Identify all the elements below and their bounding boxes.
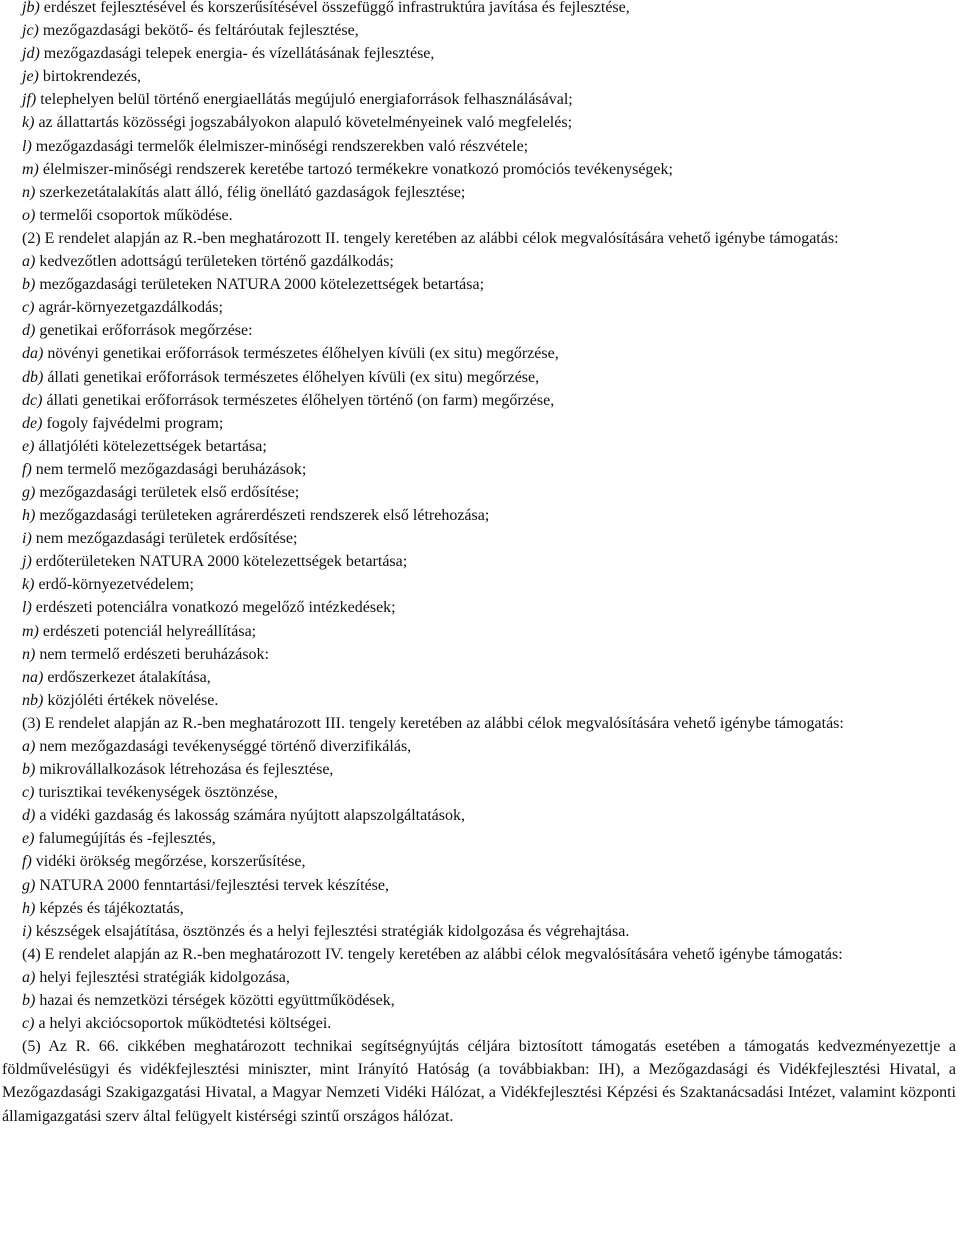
item-key: a) bbox=[22, 738, 36, 755]
list-item bbox=[2, 989, 956, 1012]
list-item bbox=[2, 827, 956, 850]
item-text: mezőgazdasági területeken NATURA 2000 kötelezettségek betartása; bbox=[35, 276, 485, 294]
item-key: jd) bbox=[22, 45, 40, 63]
item-text: erdőterületeken NATURA 2000 kötelezettségek betartása; bbox=[31, 553, 408, 571]
list-item bbox=[2, 897, 956, 920]
item-text: mezőgazdasági területeken agrárerdészeti rendszerek első létrehozása; bbox=[35, 507, 490, 525]
paragraph-4: (4) E rendelet alapján az R.-ben meghatározott IV. tengely keretében az alábbi célok megvalósítására vehető igénybe támogatás: bbox=[22, 945, 843, 963]
list-item bbox=[2, 319, 956, 342]
item-key: a) bbox=[22, 968, 36, 986]
list-item bbox=[2, 874, 956, 897]
list-item bbox=[2, 88, 956, 111]
list-item bbox=[2, 458, 956, 481]
list-item bbox=[2, 804, 956, 827]
item-key: i) bbox=[22, 530, 32, 548]
item-text: növényi genetikai erőforrások természetes élőhelyen kívüli (ex situ) megőrzése, bbox=[43, 345, 559, 363]
item-key: d) bbox=[22, 807, 36, 825]
item-key: i) bbox=[22, 922, 32, 940]
item-key: f) bbox=[22, 460, 32, 478]
list-item bbox=[2, 666, 956, 689]
item-key: k) bbox=[22, 114, 35, 132]
item-key: b) bbox=[22, 761, 36, 779]
item-text: NATURA 2000 fenntartási/fejlesztési tervek készítése, bbox=[35, 876, 389, 894]
item-key: n) bbox=[22, 645, 36, 663]
item-text: képzés és tájékoztatás, bbox=[35, 899, 184, 917]
item-text: az állattartás közösségi jogszabályokon alapuló követelményeinek való megfelelés; bbox=[34, 114, 573, 132]
item-text: fogoly fajvédelmi program; bbox=[42, 414, 224, 432]
list-item bbox=[2, 758, 956, 781]
item-text: erdőszerkezet átalakítása, bbox=[43, 668, 211, 686]
list-item bbox=[2, 550, 956, 573]
item-key: d) bbox=[22, 322, 36, 340]
item-text: a vidéki gazdaság és lakosság számára nyújtott alapszolgáltatások, bbox=[35, 807, 465, 825]
item-key: jc) bbox=[22, 22, 39, 40]
list-section-1 bbox=[2, 0, 956, 227]
item-text: állatjóléti kötelezettségek betartása; bbox=[34, 437, 267, 455]
list-section-2 bbox=[2, 250, 956, 712]
item-text: nem mezőgazdasági területek erdősítése; bbox=[31, 530, 298, 548]
item-text: vidéki örökség megőrzése, korszerűsítése, bbox=[31, 853, 306, 871]
list-item bbox=[2, 204, 956, 227]
item-key: a) bbox=[22, 253, 36, 271]
list-item bbox=[2, 111, 956, 134]
item-text: birtokrendezés, bbox=[38, 68, 142, 86]
list-item bbox=[2, 273, 956, 296]
item-text: mezőgazdasági bekötő- és feltáróutak fejlesztése, bbox=[38, 22, 359, 40]
item-text: agrár-környezetgazdálkodás; bbox=[34, 299, 223, 317]
item-text: hazai és nemzetközi térségek közötti együttműködések, bbox=[35, 992, 395, 1010]
item-key: j) bbox=[22, 553, 32, 571]
item-key: c) bbox=[22, 299, 35, 317]
list-item bbox=[2, 181, 956, 204]
item-text: állati genetikai erőforrások természetes élőhelyen történő (on farm) megőrzése, bbox=[42, 391, 555, 409]
item-key: b) bbox=[22, 276, 36, 294]
item-text: készségek elsajátítása, ösztönzés és a helyi fejlesztési stratégiák kidolgozása és végrehajtása. bbox=[31, 922, 630, 940]
list-item bbox=[2, 596, 956, 619]
list-item bbox=[2, 158, 956, 181]
list-item bbox=[2, 620, 956, 643]
item-text: nem termelő erdészeti beruházások: bbox=[35, 645, 269, 663]
item-text: mezőgazdasági telepek energia- és vízellátásának fejlesztése, bbox=[39, 45, 435, 63]
paragraph-3: (3) E rendelet alapján az R.-ben meghatározott III. tengely keretében az alábbi célok megvalósítására vehető igénybe támogatás: bbox=[22, 714, 844, 732]
list-item bbox=[2, 573, 956, 596]
item-key: je) bbox=[22, 68, 39, 86]
item-key: da) bbox=[22, 345, 44, 363]
list-item bbox=[2, 643, 956, 666]
list-item bbox=[2, 296, 956, 319]
list-item bbox=[2, 19, 956, 42]
item-text: erdészet fejlesztésével és korszerűsítésével összefüggő infrastruktúra javítása és fejlesztése, bbox=[39, 0, 630, 16]
item-key: b) bbox=[22, 992, 36, 1010]
item-text: nem mezőgazdasági tevékenységgé történő diverzifikálás, bbox=[35, 738, 412, 755]
item-key: na) bbox=[22, 668, 44, 686]
item-key: h) bbox=[22, 507, 36, 525]
item-key: c) bbox=[22, 784, 35, 802]
list-item bbox=[2, 504, 956, 527]
item-key: l) bbox=[22, 599, 32, 617]
item-key: e) bbox=[22, 830, 35, 848]
item-key: e) bbox=[22, 437, 35, 455]
item-key: jb) bbox=[22, 0, 40, 16]
item-key: l) bbox=[22, 137, 32, 155]
item-key: h) bbox=[22, 899, 36, 917]
item-text: mezőgazdasági területek első erdősítése; bbox=[35, 483, 300, 501]
item-key: o) bbox=[22, 206, 36, 224]
item-key: jf) bbox=[22, 91, 37, 109]
item-text: állati genetikai erőforrások természetes élőhelyen kívüli (ex situ) megőrzése, bbox=[43, 368, 540, 386]
list-item bbox=[2, 65, 956, 88]
list-item bbox=[2, 389, 956, 412]
item-text: telephelyen belül történő energiaellátás megújuló energiaforrások felhasználásával; bbox=[36, 91, 573, 109]
item-text: mezőgazdasági termelők élelmiszer-minőségi rendszerekben való részvétele; bbox=[31, 137, 529, 155]
item-key: g) bbox=[22, 483, 36, 501]
list-item bbox=[2, 850, 956, 873]
list-item bbox=[2, 689, 956, 712]
item-text: nem termelő mezőgazdasági beruházások; bbox=[31, 460, 307, 478]
list-item bbox=[2, 435, 956, 458]
item-text: közjóléti értékek növelése. bbox=[43, 691, 219, 709]
list-item bbox=[2, 481, 956, 504]
item-key: nb) bbox=[22, 691, 44, 709]
item-key: f) bbox=[22, 853, 32, 871]
list-item bbox=[2, 250, 956, 273]
list-section-3 bbox=[2, 735, 956, 943]
list-item bbox=[2, 966, 956, 989]
item-text: falumegújítás és -fejlesztés, bbox=[34, 830, 216, 848]
list-item bbox=[2, 527, 956, 550]
item-text: élelmiszer-minőségi rendszerek keretébe tartozó termékekre vonatkozó promóciós tevékenységek; bbox=[38, 160, 673, 178]
item-text: genetikai erőforrások megőrzése: bbox=[35, 322, 253, 340]
item-key: g) bbox=[22, 876, 36, 894]
item-text: helyi fejlesztési stratégiák kidolgozása, bbox=[35, 968, 290, 986]
item-text: kedvezőtlen adottságú területeken történő gazdálkodás; bbox=[35, 253, 394, 271]
item-key: n) bbox=[22, 183, 36, 201]
list-item bbox=[2, 1012, 956, 1035]
list-item bbox=[2, 342, 956, 365]
list-item bbox=[2, 366, 956, 389]
item-key: db) bbox=[22, 368, 44, 386]
item-key: m) bbox=[22, 160, 39, 178]
item-text: szerkezetátalakítás alatt álló, félig önellátó gazdaságok fejlesztése; bbox=[35, 183, 466, 201]
item-text: termelői csoportok működése. bbox=[35, 206, 233, 224]
paragraph-2: (2) E rendelet alapján az R.-ben meghatározott II. tengely keretében az alábbi célok megvalósítására vehető igénybe támogatás: bbox=[22, 229, 839, 247]
paragraph-5: (5) Az R. 66. cikkében meghatározott technikai segítségnyújtás céljára biztosított támogatás esetében a támogatás kedvezményezettje a földművelésügyi és vidékfejlesztési miniszter, mint Irányító Hatóság (a továbbiakban: IH), a Mezőgazdasági és Vidékfejlesztési Hivatal, a Mezőgazdasági Szakigazgatási Hivatal, a Magyar Nemzeti Vidéki Hálózat, a Vidékfejlesztési Képzési és Szaktanácsadási Intézet, valamint központi államigazgatási szerv által felügyelt kistérségi szintű országos hálózat. bbox=[2, 1038, 956, 1125]
list-item bbox=[2, 412, 956, 435]
list-item bbox=[2, 135, 956, 158]
item-text: a helyi akciócsoportok működtetési költségei. bbox=[34, 1015, 332, 1033]
item-key: dc) bbox=[22, 391, 43, 409]
item-key: m) bbox=[22, 622, 39, 640]
list-section-4 bbox=[2, 966, 956, 1035]
list-item bbox=[2, 781, 956, 804]
item-key: de) bbox=[22, 414, 43, 432]
item-text: erdészeti potenciál helyreállítása; bbox=[38, 622, 257, 640]
item-text: turisztikai tevékenységek ösztönzése, bbox=[34, 784, 278, 802]
list-item bbox=[2, 735, 956, 758]
item-text: mikrovállalkozások létrehozása és fejlesztése, bbox=[35, 761, 334, 779]
list-item bbox=[2, 42, 956, 65]
list-item bbox=[2, 920, 956, 943]
list-item bbox=[2, 0, 956, 19]
item-text: erdészeti potenciálra vonatkozó megelőző intézkedések; bbox=[31, 599, 396, 617]
item-key: c) bbox=[22, 1015, 35, 1033]
item-key: k) bbox=[22, 576, 35, 594]
item-text: erdő-környezetvédelem; bbox=[34, 576, 194, 594]
